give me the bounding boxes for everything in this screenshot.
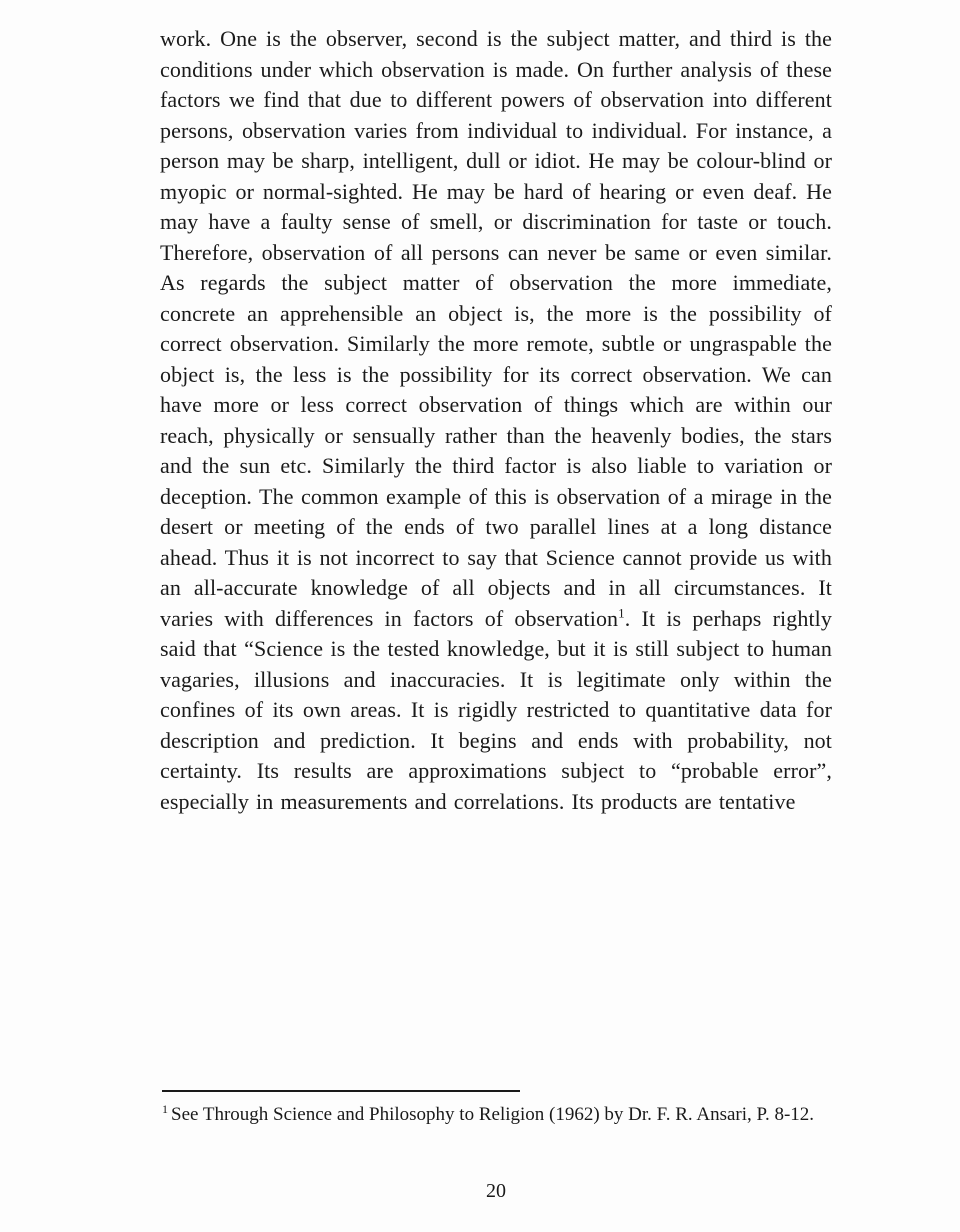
paragraph: [160, 24, 832, 817]
footnote-marker: 1: [162, 1101, 168, 1116]
footnote-text: See Through Science and Philosophy to Religion (1962) by Dr. F. R. Ansari, P. 8-12.: [171, 1104, 815, 1125]
footnote-area: [162, 1090, 834, 1128]
footnote-reference: 1: [618, 605, 625, 621]
footnote: [162, 1102, 834, 1128]
page-number: 20: [486, 1180, 506, 1202]
paragraph-text-before-footnote-ref: work. One is the observer, second is the subject matter, and third is the conditions under which observation is made. On further analysis of these factors we find that due to different powers of observation into different persons, observation varies from individual to individual. For instance, a person may be sharp, intelligent, dull or idiot. He may be colour-blind or myopic or normal-sighted. He may be hard of hearing or even deaf. He may have a faulty sense of smell, or discrimination for taste or touch. Therefore, observation of all persons can never be same or even similar. As regards the subject matter of observation the more immediate, concrete an apprehensible an object is, the more is the possibility of correct observation. Similarly the more remote, subtle or ungraspable the object is, the less is the possibility for its correct observation. We can have more or less correct observation of things which are within our reach, physically or sensually rather than the heavenly bodies, the stars and the sun etc. Similarly the third factor is also liable to variation or deception. The common example of this is observation of a mirage in the desert or meeting of the ends of two parallel lines at a long distance ahead. Thus it is not incorrect to say that Science cannot provide us with an all-accurate knowledge of all objects and in all circumstances. It varies with differences in factors of observation: [160, 26, 832, 631]
body-text-block: [160, 24, 832, 817]
footnote-divider: [162, 1090, 520, 1092]
paragraph-text-after-footnote-ref: . It is perhaps rightly said that “Science is the tested knowledge, but it is still subject to human vagaries, illusions and inaccuracies. It is legitimate only within the confines of its own areas. It is rigidly restricted to quantitative data for description and prediction. It begins and ends with probability, not certainty. Its results are approximations subject to “probable error”, especially in measurements and correlations. Its products are tentative: [160, 605, 832, 814]
